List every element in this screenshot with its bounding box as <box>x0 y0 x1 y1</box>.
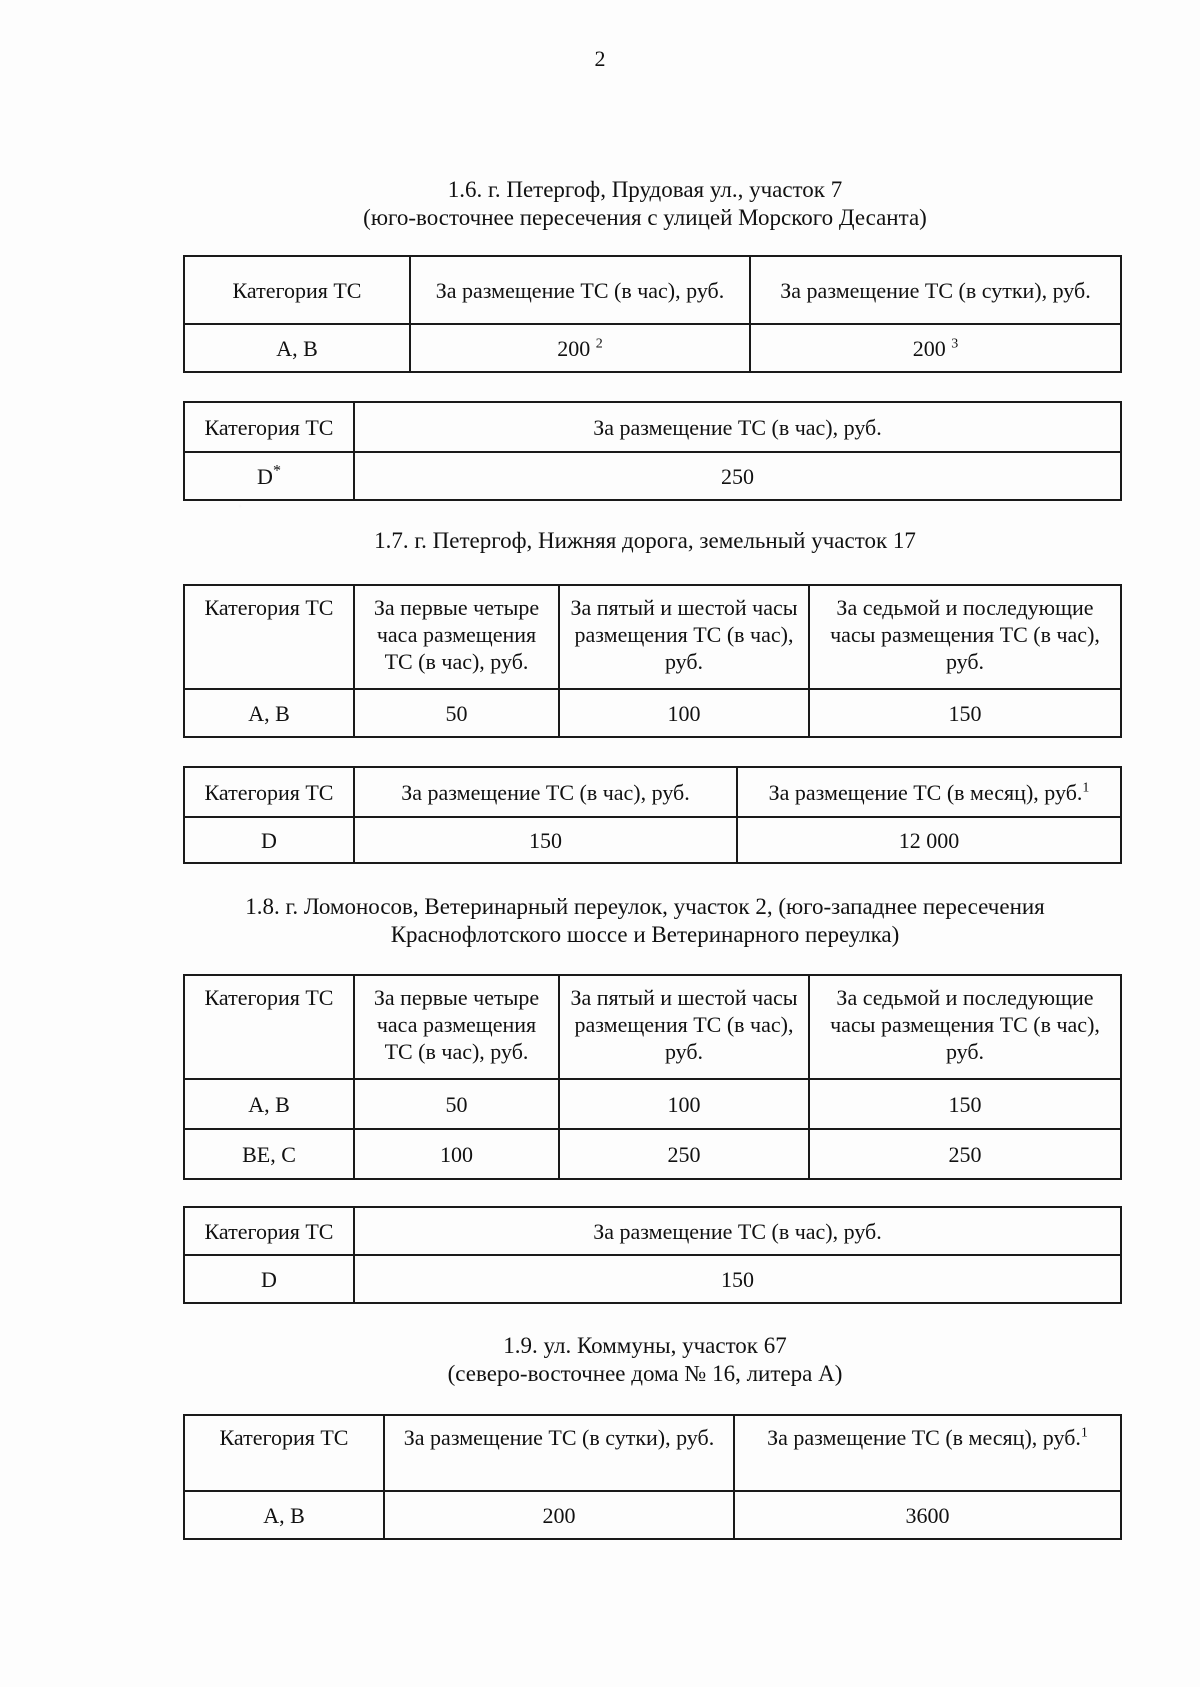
header-cell: За седьмой и последующие часы размещения ТС (в час), руб. <box>809 585 1121 689</box>
header-cell: За первые четыре часа размещения ТС (в час), руб. <box>354 975 559 1079</box>
table-row <box>184 1079 1121 1129</box>
value-cell: 50 <box>354 1079 559 1129</box>
tariff-table-1-9 <box>183 1414 1122 1540</box>
table-header-row <box>184 402 1121 452</box>
category-cell: BE, C <box>184 1129 354 1179</box>
table-header-row <box>184 1415 1121 1491</box>
value-cell: 150 <box>809 1079 1121 1129</box>
table-header-row <box>184 767 1121 817</box>
header-cell: Категория ТС <box>184 585 354 689</box>
section-title-line: 1.9. ул. Коммуны, участок 67 <box>503 1333 787 1358</box>
value-cell: 150 <box>809 689 1121 737</box>
section-heading-1-9 <box>160 1332 1130 1388</box>
table-row <box>184 689 1121 737</box>
value-cell: 100 <box>559 1079 809 1129</box>
value-text: 200 <box>912 335 946 361</box>
footnote-mark: 1 <box>1082 780 1090 796</box>
footnote-mark: 2 <box>595 336 603 352</box>
category-cell: A, B <box>184 689 354 737</box>
header-text: За размещение ТС (в месяц), руб. <box>768 779 1083 805</box>
header-cell: За размещение ТС (в сутки), руб. <box>750 256 1121 324</box>
section-title-line: 1.7. г. Петергоф, Нижняя дорога, земельный участок 17 <box>374 528 916 553</box>
section-heading-1-8 <box>160 893 1130 949</box>
section-heading-1-7 <box>160 527 1130 555</box>
table-header-row <box>184 256 1121 324</box>
section-title-line: 1.8. г. Ломоносов, Ветеринарный переулок, участок 2, (юго-западнее пересечения <box>245 894 1045 919</box>
header-cell: За седьмой и последующие часы размещения ТС (в час), руб. <box>809 975 1121 1079</box>
category-cell: A, B <box>184 1079 354 1129</box>
header-cell: За размещение ТС (в час), руб. <box>354 402 1121 452</box>
header-cell: Категория ТС <box>184 402 354 452</box>
header-text: За размещение ТС (в месяц), руб. <box>767 1425 1081 1450</box>
table-header-row <box>184 975 1121 1079</box>
value-cell: 150 <box>354 817 737 863</box>
table-row <box>184 1491 1121 1539</box>
section-title-line: (юго-восточнее пересечения с улицей Морского Десанта) <box>363 205 927 230</box>
table-row <box>184 452 1121 500</box>
tariff-table-1-8-b <box>183 1206 1122 1304</box>
tariff-table-1-7-a <box>183 584 1122 738</box>
header-cell: Категория ТС <box>184 975 354 1079</box>
table-row <box>184 1255 1121 1303</box>
header-cell: Категория ТС <box>184 1207 354 1255</box>
value-text: 200 <box>557 335 591 361</box>
value-cell: 3600 <box>734 1491 1121 1539</box>
footnote-mark: * <box>272 462 281 480</box>
value-cell: 100 <box>559 689 809 737</box>
header-cell: За пятый и шестой часы размещения ТС (в час), руб. <box>559 975 809 1079</box>
header-cell: За размещение ТС (в сутки), руб. <box>384 1415 734 1491</box>
category-cell: D <box>184 1255 354 1303</box>
header-cell: Категория ТС <box>184 256 410 324</box>
tariff-table-1-6-a <box>183 255 1122 373</box>
section-title-line: (северо-восточнее дома № 16, литера А) <box>447 1361 843 1386</box>
header-cell: Категория ТС <box>184 1415 384 1491</box>
table-header-row <box>184 1207 1121 1255</box>
category-cell: D <box>184 817 354 863</box>
category-cell: A, B <box>184 1491 384 1539</box>
header-cell: За пятый и шестой часы размещения ТС (в час), руб. <box>559 585 809 689</box>
value-cell <box>410 324 750 372</box>
category-cell <box>184 452 354 500</box>
tariff-table-1-7-b <box>183 766 1122 864</box>
category-cell: A, B <box>184 324 410 372</box>
header-cell: За первые четыре часа размещения ТС (в час), руб. <box>354 585 559 689</box>
section-heading-1-6 <box>160 176 1130 232</box>
value-cell: 12 000 <box>737 817 1121 863</box>
value-cell: 250 <box>559 1129 809 1179</box>
table-row <box>184 817 1121 863</box>
header-cell: За размещение ТС (в час), руб. <box>410 256 750 324</box>
section-title-line: Краснофлотского шоссе и Ветеринарного переулка) <box>390 922 900 947</box>
section-title-line: 1.6. г. Петергоф, Прудовая ул., участок 7 <box>447 177 843 202</box>
footnote-mark: 3 <box>951 336 959 352</box>
header-cell: За размещение ТС (в час), руб. <box>354 1207 1121 1255</box>
page-number: 2 <box>594 46 606 71</box>
tariff-table-1-6-b <box>183 401 1122 501</box>
header-cell <box>734 1415 1121 1491</box>
value-cell: 100 <box>354 1129 559 1179</box>
table-row <box>184 1129 1121 1179</box>
value-cell <box>750 324 1121 372</box>
value-cell: 50 <box>354 689 559 737</box>
header-cell <box>737 767 1121 817</box>
category-text: D <box>257 463 273 489</box>
value-cell: 250 <box>809 1129 1121 1179</box>
header-cell: Категория ТС <box>184 767 354 817</box>
table-header-row <box>184 585 1121 689</box>
value-cell: 200 <box>384 1491 734 1539</box>
value-cell: 250 <box>354 452 1121 500</box>
header-cell: За размещение ТС (в час), руб. <box>354 767 737 817</box>
value-cell: 150 <box>354 1255 1121 1303</box>
table-row <box>184 324 1121 372</box>
tariff-table-1-8-a <box>183 974 1122 1180</box>
footnote-mark: 1 <box>1080 1425 1088 1441</box>
